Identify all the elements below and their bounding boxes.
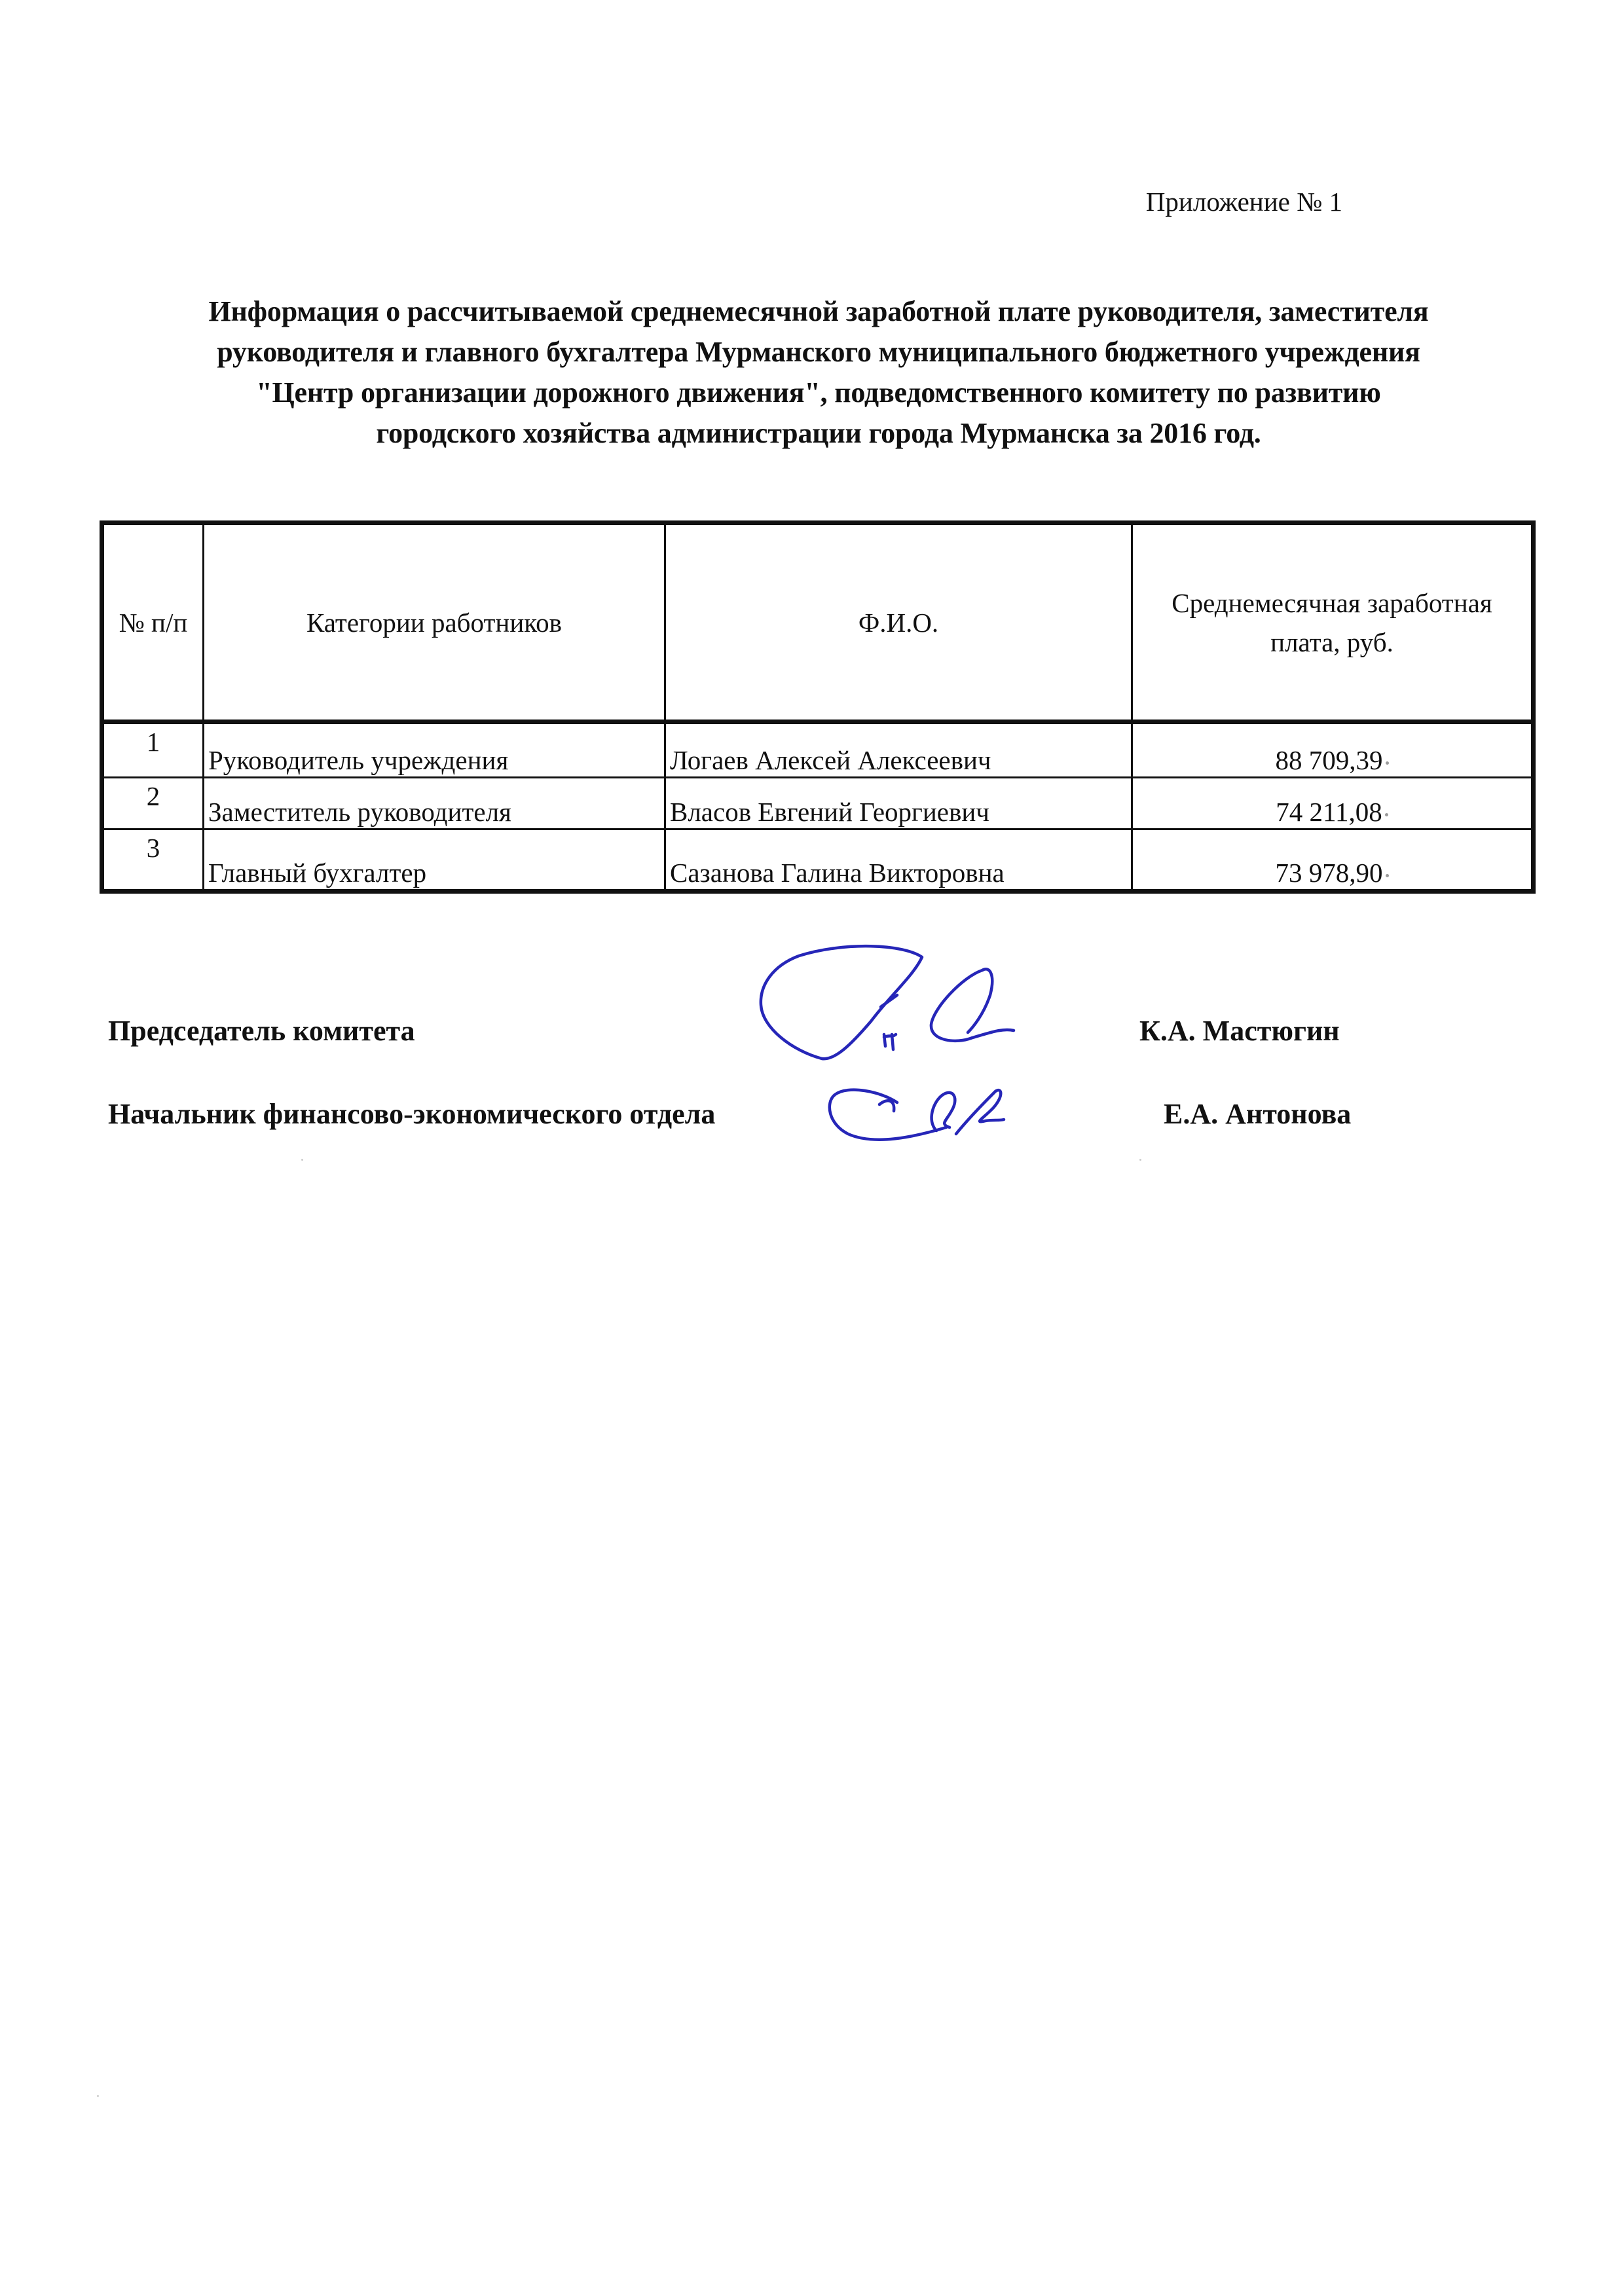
signature-stroke <box>956 1090 1004 1134</box>
header-number: № п/п <box>102 523 204 722</box>
table-row <box>102 722 1534 778</box>
title-line-1: Информация о рассчитываемой среднемесячной заработной плате руководителя, заместителя <box>208 295 1429 327</box>
row-salary-cell <box>1132 722 1534 778</box>
row-salary: 88 709,39 <box>1275 745 1383 775</box>
row-fio: Логаев Алексей Алексеевич <box>665 722 1132 778</box>
row-category: Главный бухгалтер <box>204 829 665 892</box>
signature-stroke <box>932 1093 955 1131</box>
handwritten-signature-finance-head <box>822 1082 1071 1147</box>
header-category: Категории работников <box>204 523 665 722</box>
row-salary-cell <box>1132 829 1534 892</box>
scan-dot-mark <box>1385 813 1388 816</box>
scan-speck <box>97 2095 99 2097</box>
salary-table <box>100 520 1536 894</box>
appendix-label: Приложение № 1 <box>1145 187 1342 217</box>
row-salary: 73 978,90 <box>1275 858 1383 888</box>
signature-stroke <box>881 995 897 1007</box>
row-number: 1 <box>102 722 204 778</box>
signature-stroke <box>830 1090 946 1140</box>
scan-speck <box>301 1159 303 1161</box>
title-line-3: "Центр организации дорожного движения", подведомственного комитету по развитию <box>256 376 1381 409</box>
row-salary-cell <box>1132 778 1534 829</box>
header-salary: Среднемесячная заработная плата, руб. <box>1132 523 1534 722</box>
signature-stroke <box>884 1034 896 1049</box>
row-category: Руководитель учреждения <box>204 722 665 778</box>
scan-dot-mark <box>1386 874 1389 877</box>
table-header-row <box>102 523 1534 722</box>
row-number: 3 <box>102 829 204 892</box>
document-title <box>98 291 1539 454</box>
row-number: 2 <box>102 778 204 829</box>
signatory-position: Начальник финансово-экономического отдела <box>108 1098 716 1130</box>
signatory-name: Е.А. Антонова <box>1164 1098 1352 1130</box>
row-category: Заместитель руководителя <box>204 778 665 829</box>
signature-stroke <box>931 969 1014 1041</box>
row-salary: 74 211,08 <box>1276 797 1382 827</box>
table-row <box>102 829 1534 892</box>
row-fio: Власов Евгений Георгиевич <box>665 778 1132 829</box>
signatory-name: К.А. Мастюгин <box>1139 1015 1340 1047</box>
scan-speck <box>1139 1159 1141 1161</box>
title-line-4: городского хозяйства администрации города Мурманска за 2016 год. <box>376 417 1261 449</box>
row-fio: Сазанова Галина Викторовна <box>665 829 1132 892</box>
table-row <box>102 778 1534 829</box>
scan-dot-mark <box>1386 761 1389 765</box>
header-fio: Ф.И.О. <box>665 523 1132 722</box>
title-line-2: руководителя и главного бухгалтера Мурманского муниципального бюджетного учреждения <box>217 336 1420 368</box>
signatory-position: Председатель комитета <box>108 1015 415 1047</box>
signature-stroke <box>879 1101 894 1111</box>
handwritten-signature-chairman <box>747 930 1061 1061</box>
signature-stroke <box>761 946 922 1059</box>
